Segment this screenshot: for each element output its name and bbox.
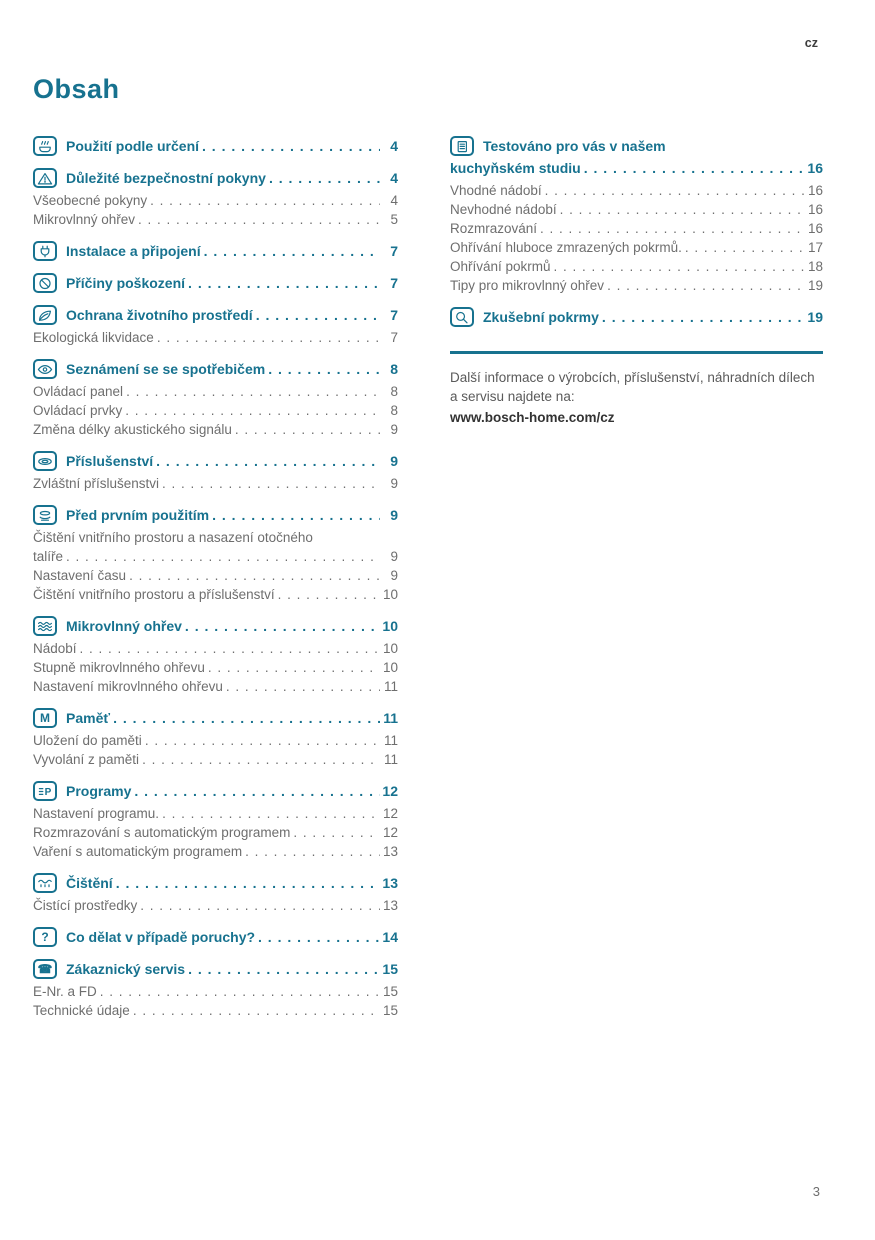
dot-leader	[131, 782, 380, 801]
dot-leader	[209, 506, 380, 525]
dot-leader	[130, 1001, 380, 1020]
toc-page-number: 7	[390, 306, 398, 323]
toc-entry-label: Nastavení mikrovlnného ohřevu	[33, 679, 223, 694]
toc-entry[interactable]	[33, 677, 398, 696]
toc-section	[33, 241, 398, 261]
dot-leader	[63, 547, 380, 566]
toc-page-number: 7	[390, 274, 398, 291]
toc-section	[33, 359, 398, 439]
divider-rule	[450, 351, 823, 354]
toc-section-heading[interactable]	[33, 451, 398, 471]
toc-page-number: 9	[390, 549, 398, 564]
toc-page-number: 13	[382, 844, 398, 859]
toc-column-right	[450, 124, 823, 1020]
dot-leader	[599, 308, 805, 327]
toc-entry-label: E-Nr. a FD	[33, 984, 97, 999]
toc-section	[33, 959, 398, 1020]
dot-leader	[153, 452, 380, 471]
toc-heading-label: Paměť	[66, 709, 111, 726]
toc-heading-label: Čištění	[66, 874, 113, 891]
dot-leader	[113, 874, 380, 893]
toc-page-number: 7	[390, 242, 398, 259]
dot-leader	[97, 982, 380, 1001]
toc-heading-label: Příčiny poškození	[66, 274, 186, 291]
dot-leader	[201, 242, 380, 261]
toc-page-number: 16	[807, 160, 823, 176]
toc-entry-label: Rozmrazování s automatickým programem	[33, 825, 291, 840]
toc-entry[interactable]	[450, 257, 823, 276]
toc-entry-label: Zvláštní příslušenstvi	[33, 476, 160, 491]
toc-page-number: 9	[390, 506, 398, 523]
toc-entry-label: Nádobí	[33, 641, 77, 656]
dot-leader	[159, 804, 380, 823]
toc-entry[interactable]	[33, 210, 398, 229]
toc-entry-label: Ohřívání hluboce zmrazených pokrmů.	[450, 240, 682, 255]
toc-page-number: 11	[383, 709, 398, 726]
toc-page-number: 4	[390, 137, 398, 154]
toc-page-number: 10	[382, 587, 398, 602]
toc-page-number: 5	[390, 212, 398, 227]
dot-leader	[266, 169, 380, 188]
toc-section-heading[interactable]	[33, 781, 398, 801]
toc-page-number: 8	[390, 403, 398, 418]
toc-page-number: 9	[390, 422, 398, 437]
toc-heading-label: Použití podle určení	[66, 137, 200, 154]
language-code: cz	[804, 36, 818, 50]
toc-page-number: 18	[807, 259, 823, 274]
toc-entry[interactable]	[33, 804, 398, 823]
toc-section	[450, 307, 823, 327]
toc-entry-label: Čištění vnitřního prostoru a příslušenství	[33, 587, 275, 602]
toc-entry-label: Mikrovlnný ohřev	[33, 212, 136, 227]
toc-entry[interactable]	[450, 219, 823, 238]
toc-section	[33, 927, 398, 947]
toc-page-number: 11	[383, 752, 398, 767]
toc-entry-label: Ohřívání pokrmů	[450, 259, 551, 274]
dot-leader	[139, 750, 380, 769]
toc-entry-label: Čistící prostředky	[33, 898, 138, 913]
troubleshooting-icon: ?	[33, 927, 57, 947]
dot-leader	[290, 823, 380, 842]
dot-leader	[122, 401, 380, 420]
toc-heading-label: Před prvním použitím	[66, 506, 210, 523]
toc-entry-label: Tipy pro mikrovlnný ohřev	[450, 278, 605, 293]
toc-entry[interactable]	[33, 1001, 398, 1020]
toc-entry[interactable]	[33, 191, 398, 210]
dot-leader	[557, 200, 805, 219]
toc-entry[interactable]	[33, 896, 398, 915]
dot-leader	[185, 960, 380, 979]
installation-icon	[33, 241, 57, 261]
toc-heading-label: Programy	[66, 782, 132, 799]
toc-section-heading-cont[interactable]	[450, 159, 823, 178]
toc-section-heading[interactable]	[33, 136, 398, 156]
toc-page-number: 16	[807, 183, 823, 198]
toc-entry-cont[interactable]	[33, 547, 398, 566]
toc-page-number: 9	[390, 568, 398, 583]
toc-section	[33, 616, 398, 696]
toc-entry[interactable]	[33, 731, 398, 750]
toc-column-right-entries	[450, 136, 823, 327]
toc-section-heading[interactable]	[33, 505, 398, 525]
toc-entry[interactable]	[33, 750, 398, 769]
toc-section-heading[interactable]	[33, 927, 398, 947]
cleaning-icon	[33, 873, 57, 893]
dot-leader	[682, 238, 805, 257]
dot-leader	[147, 191, 380, 210]
toc-columns	[33, 124, 823, 1020]
toc-page-number: 15	[382, 984, 398, 999]
toc-heading-label: Důležité bezpečnostní pokyny	[66, 169, 266, 186]
safety-icon	[33, 168, 57, 188]
toc-entry[interactable]	[33, 842, 398, 861]
dot-leader	[135, 210, 380, 229]
toc-page-number: 19	[807, 308, 823, 325]
microwave-icon	[33, 616, 57, 636]
toc-page-number: 10	[382, 617, 398, 634]
toc-entry-label: Všeobecné pokyny	[33, 193, 148, 208]
toc-entry[interactable]	[450, 181, 823, 200]
toc-page-number: 13	[382, 898, 398, 913]
toc-page-number: 12	[382, 825, 398, 840]
toc-entry-label: talíře	[33, 549, 64, 564]
toc-entry-label: Ovládací prvky	[33, 403, 123, 418]
toc-page-number: 10	[382, 660, 398, 675]
toc-entry-label: Technické údaje	[33, 1003, 130, 1018]
dot-leader	[542, 181, 805, 200]
svg-text:P: P	[44, 786, 52, 798]
toc-entry-label: Vhodné nádobí	[450, 183, 542, 198]
toc-section	[450, 136, 823, 295]
toc-column-left	[33, 124, 398, 1020]
first-use-icon	[33, 505, 57, 525]
toc-section-heading[interactable]	[33, 708, 398, 728]
dot-leader	[537, 219, 805, 238]
toc-section-heading[interactable]	[33, 959, 398, 979]
dot-leader	[242, 842, 380, 861]
page-number: 3	[812, 1184, 820, 1199]
info-url[interactable]: www.bosch-home.com/cz	[450, 410, 615, 425]
dot-leader	[159, 474, 380, 493]
toc-entry-label: Změna délky akustického signálu	[33, 422, 232, 437]
memory-icon: M	[33, 708, 57, 728]
toc-page-number: 7	[390, 330, 398, 345]
intended-use-icon	[33, 136, 57, 156]
toc-entry[interactable]	[450, 238, 823, 257]
dot-leader	[110, 709, 380, 728]
toc-entry-label: Ekologická likvidace	[33, 330, 154, 345]
toc-entry[interactable]	[33, 401, 398, 420]
programs-icon	[33, 781, 57, 801]
test-dishes-icon	[450, 307, 474, 327]
toc-heading-label: Testováno pro vás v našem	[483, 137, 666, 154]
toc-page-number: 11	[383, 733, 398, 748]
toc-heading-label: kuchyňském studiu	[450, 160, 581, 176]
toc-page-number: 12	[382, 782, 398, 799]
toc-page-number: 4	[390, 169, 398, 186]
accessories-icon	[33, 451, 57, 471]
toc-entry-label: Nastavení programu.	[33, 806, 160, 821]
toc-entry[interactable]	[33, 382, 398, 401]
toc-entry[interactable]	[33, 639, 398, 658]
toc-section-heading[interactable]	[450, 136, 823, 156]
toc-page-number: 19	[807, 278, 823, 293]
toc-entry-label: Vyvolání z paměti	[33, 752, 140, 767]
dot-leader	[77, 639, 380, 658]
toc-entry-label: Čištění vnitřního prostoru a nasazení otočného	[33, 530, 313, 545]
dot-leader	[142, 731, 380, 750]
toc-entry[interactable]	[33, 585, 398, 604]
toc-page-number: 11	[383, 679, 398, 694]
environment-icon	[33, 305, 57, 325]
toc-entry[interactable]	[33, 658, 398, 677]
toc-section	[33, 168, 398, 229]
toc-entry-label: Nevhodné nádobí	[450, 202, 557, 217]
toc-entry[interactable]	[33, 566, 398, 585]
toc-section	[33, 305, 398, 347]
toc-heading-label: Seznámení se se spotřebičem	[66, 360, 266, 377]
toc-entry[interactable]	[33, 328, 398, 347]
toc-heading-label: Zákaznický servis	[66, 960, 186, 977]
toc-heading-label: Instalace a připojení	[66, 242, 201, 259]
toc-heading-label: Mikrovlnný ohřev	[66, 617, 182, 634]
toc-page-number: 14	[382, 928, 398, 945]
toc-entry[interactable]	[450, 276, 823, 295]
dot-leader	[551, 257, 805, 276]
dot-leader	[275, 585, 380, 604]
tested-icon	[450, 136, 474, 156]
dot-leader	[604, 276, 805, 295]
dot-leader	[126, 566, 380, 585]
toc-section	[33, 708, 398, 769]
dot-leader	[253, 306, 380, 325]
dot-leader	[205, 658, 380, 677]
dot-leader	[185, 274, 380, 293]
dot-leader	[154, 328, 380, 347]
toc-section	[33, 451, 398, 493]
toc-entry[interactable]	[33, 823, 398, 842]
toc-entry[interactable]	[33, 982, 398, 1001]
toc-section-heading[interactable]	[33, 168, 398, 188]
toc-section-heading[interactable]	[450, 307, 823, 327]
toc-section	[33, 136, 398, 156]
toc-section-heading[interactable]	[33, 305, 398, 325]
toc-heading-label: Co dělat v případě poruchy?	[66, 928, 256, 945]
dot-leader	[581, 159, 805, 178]
info-text: Další informace o výrobcích, příslušenství, náhradních dílech a servisu najdete na:	[450, 370, 815, 404]
dot-leader	[182, 617, 380, 636]
toc-section-heading[interactable]	[33, 273, 398, 293]
toc-page-number: 12	[382, 806, 398, 821]
page-title: Obsah	[33, 74, 120, 104]
toc-section	[33, 781, 398, 861]
toc-page-number: 10	[382, 641, 398, 656]
toc-page-number: 17	[807, 240, 823, 255]
service-icon: ☎	[33, 959, 57, 979]
toc-entry-label: Stupně mikrovlnného ohřevu	[33, 660, 205, 675]
toc-section	[33, 273, 398, 293]
dot-leader	[137, 896, 380, 915]
dot-leader	[123, 382, 380, 401]
toc-page-number: 15	[382, 960, 398, 977]
toc-section-heading[interactable]	[33, 359, 398, 379]
toc-entry[interactable]	[33, 420, 398, 439]
toc-page-number: 15	[382, 1003, 398, 1018]
toc-page-number: 13	[382, 874, 398, 891]
toc-entry-label: Ovládací panel	[33, 384, 124, 399]
toc-heading-label: Ochrana životního prostředí	[66, 306, 253, 323]
dot-leader	[199, 137, 380, 156]
toc-heading-label: Zkušební pokrmy	[483, 308, 599, 325]
toc-entry-label: Nastavení času	[33, 568, 127, 583]
toc-page-number: 9	[390, 452, 398, 469]
toc-page-number: 8	[390, 360, 398, 377]
toc-section	[33, 505, 398, 604]
toc-page-number: 16	[807, 221, 823, 236]
dot-leader	[223, 677, 380, 696]
toc-page-number: 8	[390, 384, 398, 399]
overview-icon	[33, 359, 57, 379]
toc-section-heading[interactable]	[33, 873, 398, 893]
toc-heading-label: Příslušenství	[66, 452, 154, 469]
dot-leader	[265, 360, 380, 379]
toc-entry-label: Uložení do paměti	[33, 733, 142, 748]
toc-page-number: 16	[807, 202, 823, 217]
toc-entry[interactable]	[33, 474, 398, 493]
toc-page-number: 4	[390, 193, 398, 208]
toc-entry[interactable]	[33, 528, 398, 547]
damage-icon	[33, 273, 57, 293]
toc-entry-label: Rozmrazování	[450, 221, 538, 236]
toc-entry[interactable]	[450, 200, 823, 219]
dot-leader	[255, 928, 380, 947]
toc-page-number: 9	[390, 476, 398, 491]
toc-entry-label: Vaření s automatickým programem	[33, 844, 243, 859]
toc-section	[33, 873, 398, 915]
toc-section-heading[interactable]	[33, 616, 398, 636]
dot-leader	[232, 420, 380, 439]
toc-section-heading[interactable]	[33, 241, 398, 261]
